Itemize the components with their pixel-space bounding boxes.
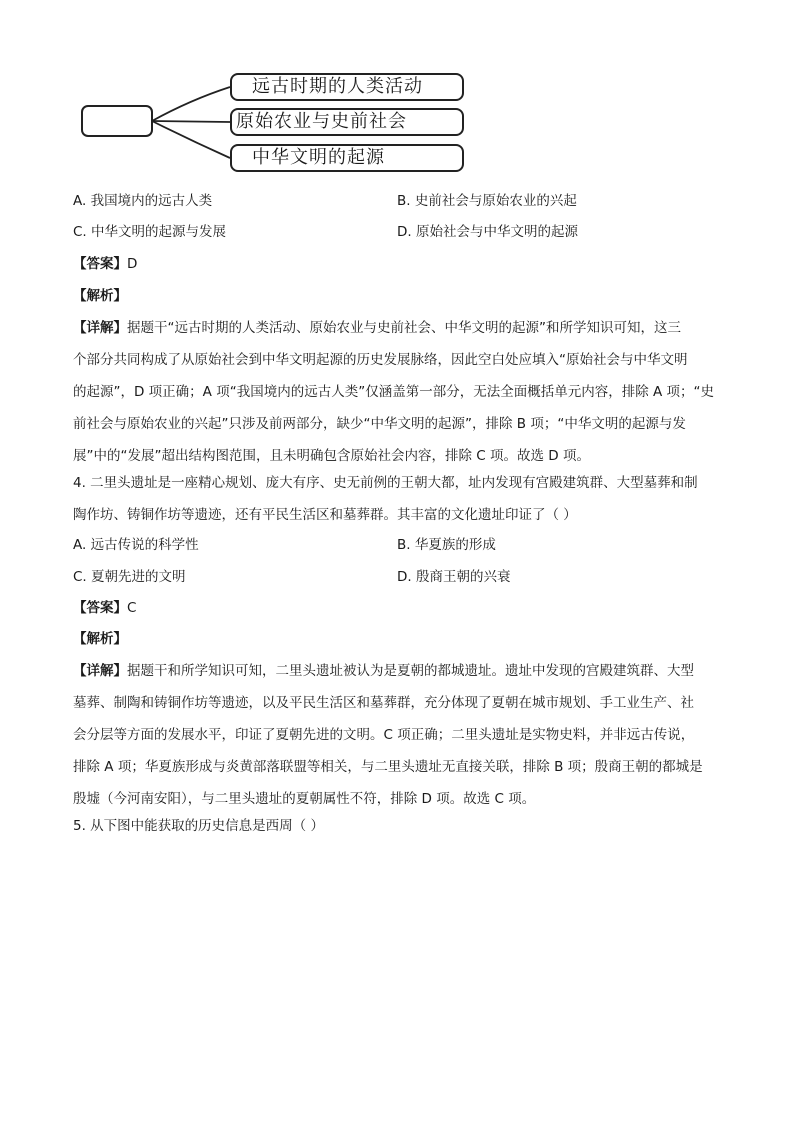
- q3-detail: [73, 318, 723, 478]
- stem-line: 4. 二里头遗址是一座精心规划、庞大有序、史无前例的王朝大都，址内发现有宫殿建筑群、大型墓葬和制: [73, 475, 698, 491]
- q4-option-c: C. 夏朝先进的文明: [73, 569, 186, 585]
- diagram-box-1: 远古时期的人类活动: [230, 73, 464, 101]
- q4-answer: 【答案】C: [73, 600, 137, 616]
- structure-diagram: [80, 70, 480, 180]
- detail-line: 会分层等方面的发展水平，印证了夏朝先进的文明。C 项正确；二里头遗址是实物史料，并非远古传说，: [73, 727, 695, 743]
- q3-option-d: D. 原始社会与中华文明的起源: [397, 224, 578, 240]
- detail-line: 【详解】据题干“远古时期的人类活动、原始农业与史前社会、中华文明的起源”和所学知识可知，这三: [73, 320, 681, 336]
- q4-detail: [73, 661, 723, 821]
- answer-tag: 【答案】: [73, 256, 127, 272]
- detail-line: 排除 A 项；华夏族形成与炎黄部落联盟等相关，与二里头遗址无直接关联，排除 B 项；殷商王朝的都城是: [73, 759, 703, 775]
- stem-line: 陶作坊、铸铜作坊等遗迹，还有平民生活区和墓葬群。其丰富的文化遗址印证了（ ）: [73, 507, 577, 523]
- diagram-box-3: 中华文明的起源: [230, 144, 464, 172]
- q3-option-a: A. 我国境内的远古人类: [73, 193, 213, 209]
- q4-option-d: D. 殷商王朝的兴衰: [397, 569, 511, 585]
- detail-line: 的起源”，D 项正确；A 项“我国境内的远古人类”仅涵盖第一部分，无法全面概括单元内容，排除 A 项；“史: [73, 384, 715, 400]
- q3-answer: [73, 254, 137, 274]
- detail-line: 墓葬、制陶和铸铜作坊等遗迹，以及平民生活区和墓葬群，充分体现了夏朝在城市规划、手工业生产、社: [73, 695, 694, 711]
- detail-line: 展”中的“发展”超出结构图范围，且未明确包含原始社会内容，排除 C 项。故选 D 项。: [73, 448, 590, 464]
- detail-line: 前社会与原始农业的兴起”只涉及前两部分，缺少“中华文明的起源”，排除 B 项；“中华文明的起源与发: [73, 416, 686, 432]
- detail-line: 殷墟（今河南安阳），与二里头遗址的夏朝属性不符，排除 D 项。故选 C 项。: [73, 791, 536, 807]
- q4-stem: [73, 473, 723, 537]
- q4-analysis-tag: 【解析】: [73, 631, 127, 647]
- detail-line: 个部分共同构成了从原始社会到中华文明起源的历史发展脉络，因此空白处应填入“原始社会与中华文明: [73, 352, 688, 368]
- answer-value: D: [127, 256, 138, 272]
- q4-option-a: A. 远古传说的科学性: [73, 537, 199, 553]
- q3-analysis-tag: 【解析】: [73, 288, 127, 304]
- q4-option-b: B. 华夏族的形成: [397, 537, 496, 553]
- q5-stem: 5. 从下图中能获取的历史信息是西周（ ）: [73, 818, 324, 834]
- q3-option-c: C. 中华文明的起源与发展: [73, 224, 227, 240]
- blank-box: [82, 106, 152, 136]
- diagram-box-2: 原始农业与史前社会: [230, 108, 464, 136]
- detail-line: 【详解】据题干和所学知识可知，二里头遗址被认为是夏朝的都城遗址。遗址中发现的宫殿建筑群、大型: [73, 663, 694, 679]
- q3-option-b: B. 史前社会与原始农业的兴起: [397, 193, 577, 209]
